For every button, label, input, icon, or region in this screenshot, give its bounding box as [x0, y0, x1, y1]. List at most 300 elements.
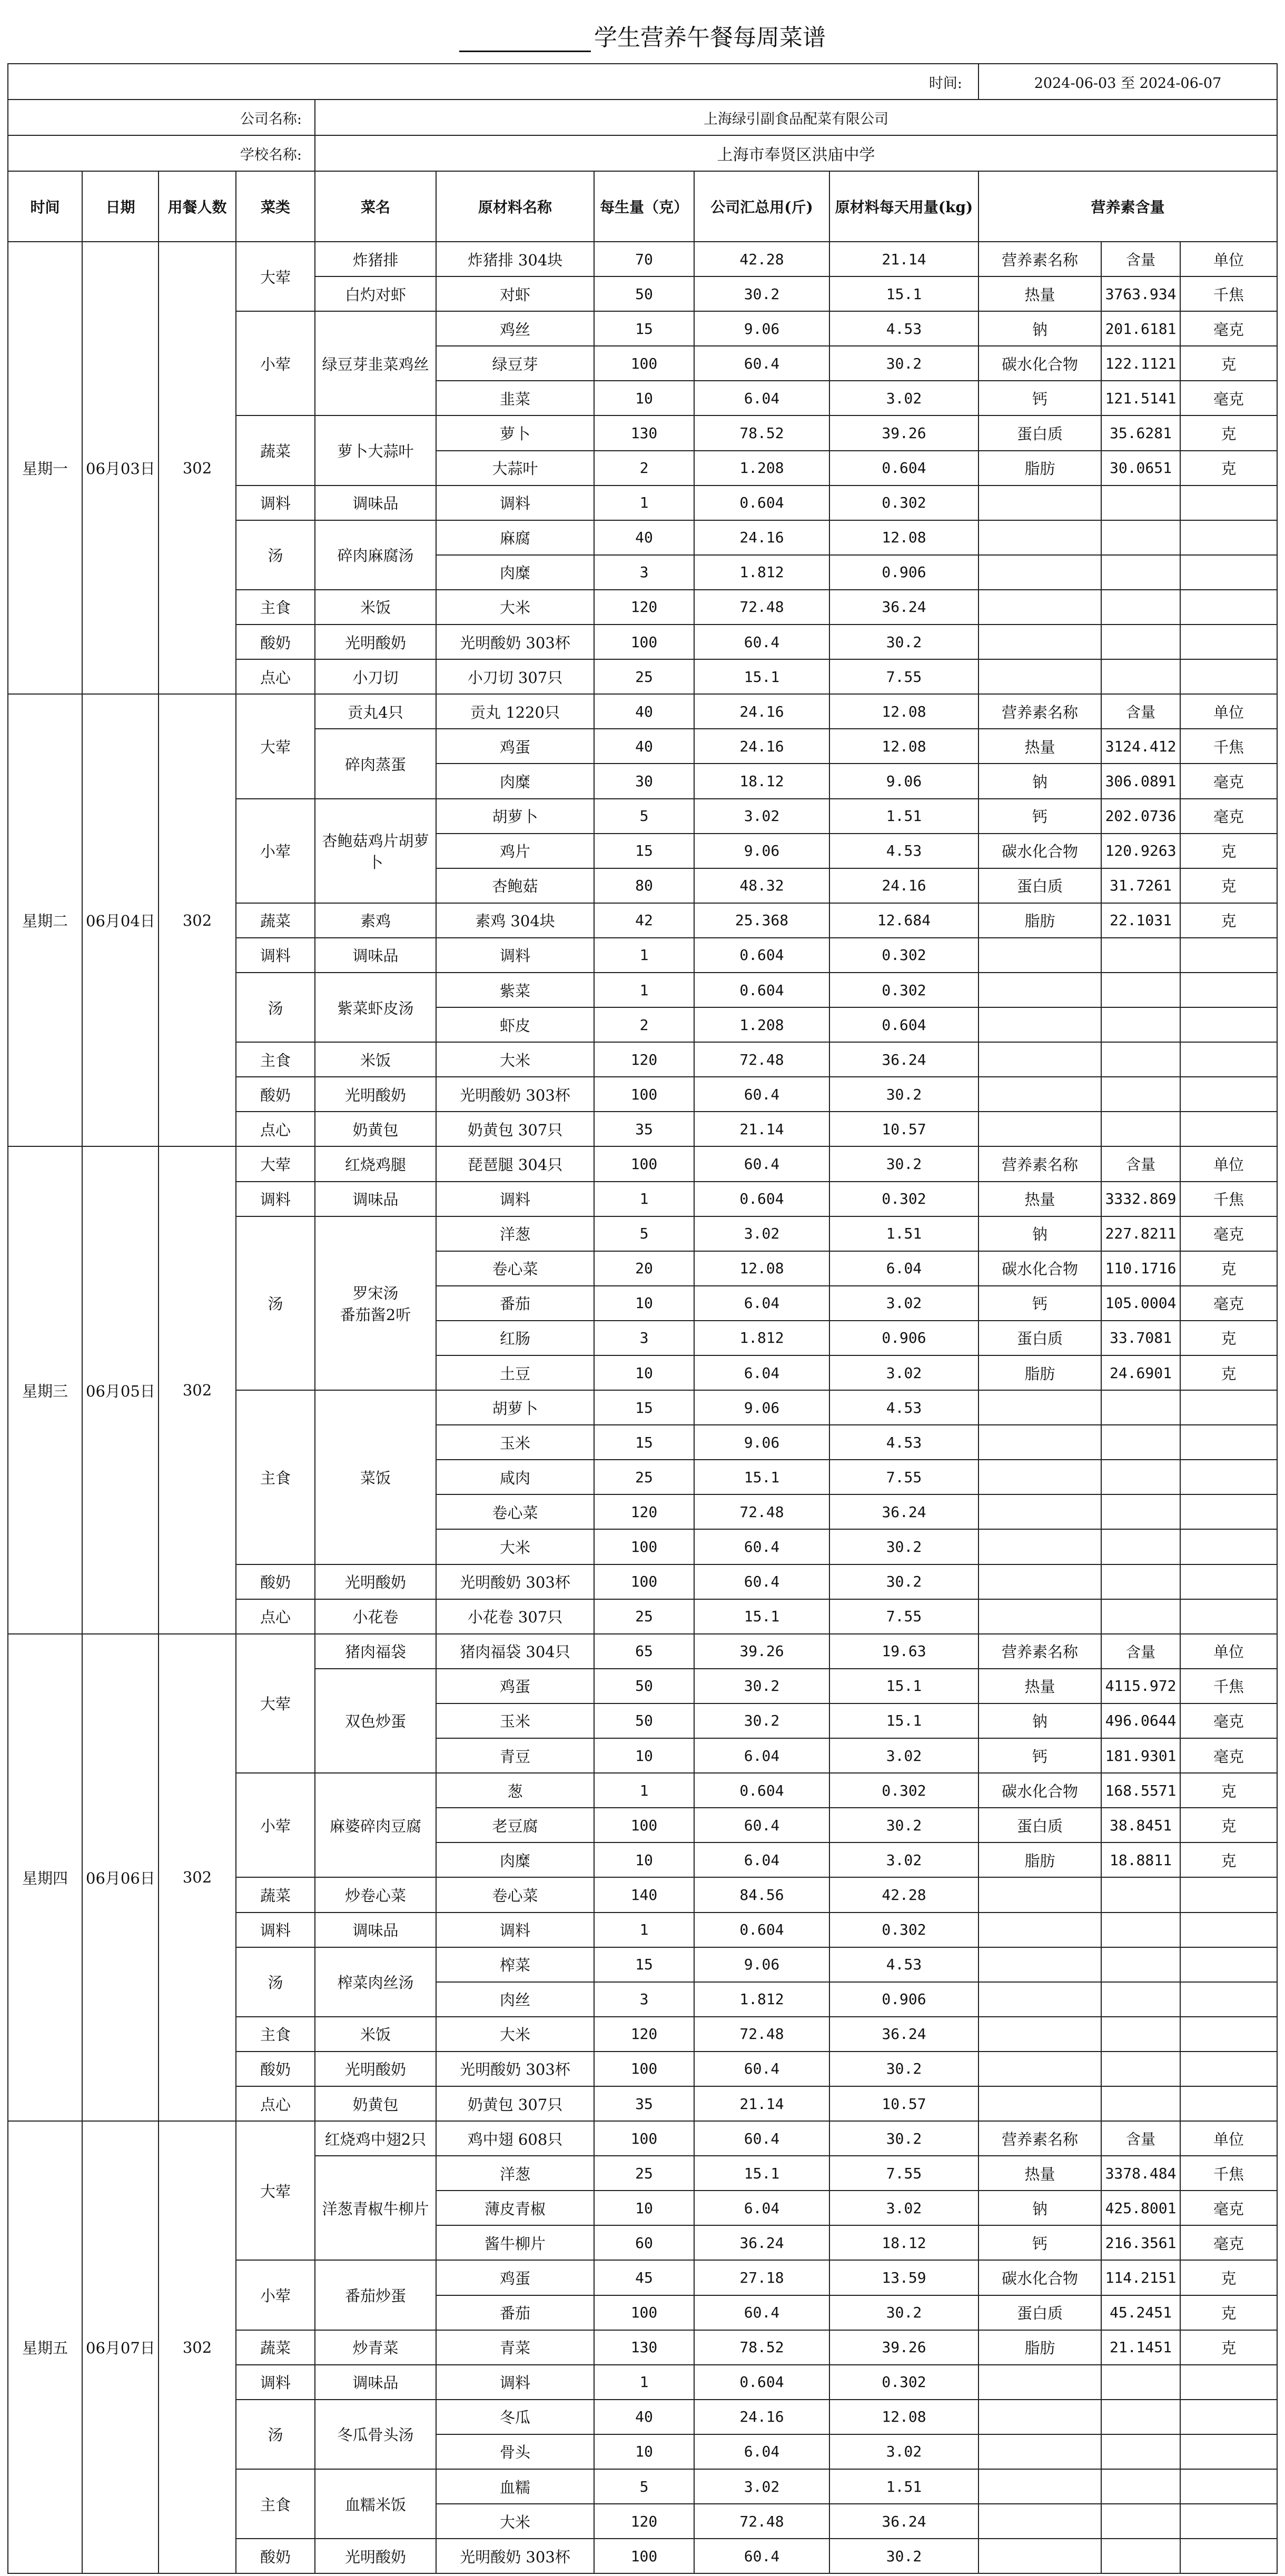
- diners-cell: 302: [159, 1146, 236, 1633]
- per-student-cell: 120: [594, 2017, 694, 2052]
- material-cell: 鸡蛋: [436, 1669, 594, 1703]
- company-total-cell: 60.4: [694, 2121, 829, 2156]
- dish-cell: 碎肉蒸蛋: [315, 729, 436, 798]
- daily-kg-cell: 36.24: [829, 1042, 978, 1077]
- nutrient-value-cell: 425.8001: [1101, 2191, 1180, 2225]
- dish-cell: 调味品: [315, 486, 436, 520]
- dish-cell: 贡丸4只: [315, 694, 436, 729]
- daily-kg-cell: 0.604: [829, 1007, 978, 1042]
- dish-cell: 猪肉福袋: [315, 1634, 436, 1669]
- material-cell: 大蒜叶: [436, 451, 594, 486]
- empty-cell: [1101, 1877, 1180, 1912]
- category-cell: 酸奶: [236, 625, 315, 659]
- category-cell: 调料: [236, 2365, 315, 2400]
- company-total-cell: 24.16: [694, 694, 829, 729]
- company-total-cell: 0.604: [694, 973, 829, 1007]
- daily-kg-cell: 30.2: [829, 346, 978, 381]
- per-student-cell: 10: [594, 1286, 694, 1321]
- nutrient-unit-cell: 克: [1180, 346, 1277, 381]
- dish-cell: 光明酸奶: [315, 625, 436, 659]
- nutrient-value-cell: 33.7081: [1101, 1321, 1180, 1355]
- material-cell: 贡丸 1220只: [436, 694, 594, 729]
- material-cell: 小花卷 307只: [436, 1599, 594, 1634]
- empty-cell: [1180, 1494, 1277, 1529]
- nutrient-unit-cell: 单位: [1180, 1146, 1277, 1181]
- company-total-cell: 60.4: [694, 1077, 829, 1112]
- empty-cell: [978, 2052, 1101, 2086]
- header-company-total: 公司汇总用(斤): [694, 171, 829, 242]
- daily-kg-cell: 15.1: [829, 1669, 978, 1703]
- per-student-cell: 3: [594, 1982, 694, 2017]
- category-cell: 主食: [236, 1042, 315, 1077]
- company-total-cell: 27.18: [694, 2260, 829, 2295]
- empty-cell: [1180, 1982, 1277, 2017]
- dish-cell: 红烧鸡腿: [315, 1146, 436, 1181]
- empty-cell: [1101, 520, 1180, 555]
- nutrient-name-cell: 热量: [978, 276, 1101, 311]
- category-cell: 蔬菜: [236, 903, 315, 938]
- header-category: 菜类: [236, 171, 315, 242]
- nutrient-value-cell: 含量: [1101, 242, 1180, 276]
- dish-cell: 碎肉麻腐汤: [315, 520, 436, 590]
- empty-cell: [978, 590, 1101, 625]
- header-daily-kg: 原材料每天用量(kg): [829, 171, 978, 242]
- per-student-cell: 100: [594, 2052, 694, 2086]
- nutrient-value-cell: 120.9263: [1101, 834, 1180, 868]
- dish-cell: 血糯米饭: [315, 2469, 436, 2539]
- nutrient-unit-cell: 毫克: [1180, 764, 1277, 798]
- daily-kg-cell: 4.53: [829, 311, 978, 346]
- category-cell: 汤: [236, 520, 315, 590]
- per-student-cell: 50: [594, 1669, 694, 1703]
- company-total-cell: 9.06: [694, 1425, 829, 1460]
- per-student-cell: 40: [594, 729, 694, 764]
- nutrient-value-cell: 31.7261: [1101, 868, 1180, 903]
- per-student-cell: 25: [594, 1460, 694, 1494]
- nutrient-value-cell: 3332.869: [1101, 1182, 1180, 1216]
- nutrient-unit-cell: 克: [1180, 1773, 1277, 1808]
- per-student-cell: 40: [594, 520, 694, 555]
- nutrient-unit-cell: 千焦: [1180, 276, 1277, 311]
- per-student-cell: 15: [594, 1947, 694, 1982]
- daily-kg-cell: 0.604: [829, 451, 978, 486]
- empty-cell: [1180, 2434, 1277, 2469]
- dish-cell: 麻婆碎肉豆腐: [315, 1773, 436, 1877]
- category-cell: 点心: [236, 659, 315, 694]
- daily-kg-cell: 30.2: [829, 1564, 978, 1599]
- material-cell: 光明酸奶 303杯: [436, 1564, 594, 1599]
- empty-cell: [1180, 555, 1277, 590]
- nutrient-name-cell: 蛋白质: [978, 415, 1101, 450]
- daily-kg-cell: 42.28: [829, 1877, 978, 1912]
- material-cell: 奶黄包 307只: [436, 1112, 594, 1146]
- daily-kg-cell: 3.02: [829, 1355, 978, 1390]
- nutrient-value-cell: 3763.934: [1101, 276, 1180, 311]
- daily-kg-cell: 3.02: [829, 2191, 978, 2225]
- nutrient-name-cell: 脂肪: [978, 451, 1101, 486]
- daily-kg-cell: 36.24: [829, 590, 978, 625]
- company-total-cell: 12.08: [694, 1251, 829, 1286]
- daily-kg-cell: 4.53: [829, 1947, 978, 1982]
- dish-cell: 光明酸奶: [315, 2539, 436, 2573]
- dish-cell: 炒卷心菜: [315, 1877, 436, 1912]
- empty-cell: [1180, 1390, 1277, 1425]
- empty-cell: [1180, 1460, 1277, 1494]
- company-total-cell: 1.812: [694, 555, 829, 590]
- nutrient-value-cell: 3378.484: [1101, 2156, 1180, 2191]
- empty-cell: [978, 2539, 1101, 2573]
- daily-kg-cell: 30.2: [829, 1077, 978, 1112]
- company-total-cell: 25.368: [694, 903, 829, 938]
- per-student-cell: 35: [594, 1112, 694, 1146]
- company-total-cell: 6.04: [694, 1355, 829, 1390]
- category-cell: 汤: [236, 1216, 315, 1390]
- nutrient-value-cell: 110.1716: [1101, 1251, 1180, 1286]
- empty-cell: [1180, 2365, 1277, 2400]
- dish-cell: 米饭: [315, 590, 436, 625]
- dish-cell: 奶黄包: [315, 2086, 436, 2121]
- daily-kg-cell: 24.16: [829, 868, 978, 903]
- nutrient-unit-cell: 单位: [1180, 242, 1277, 276]
- empty-cell: [978, 2017, 1101, 2052]
- category-cell: 主食: [236, 2469, 315, 2539]
- nutrient-unit-cell: 克: [1180, 451, 1277, 486]
- header-dish: 菜名: [315, 171, 436, 242]
- company-total-cell: 0.604: [694, 486, 829, 520]
- company-total-cell: 0.604: [694, 1182, 829, 1216]
- per-student-cell: 120: [594, 2504, 694, 2539]
- material-cell: 大米: [436, 2017, 594, 2052]
- per-student-cell: 2: [594, 1007, 694, 1042]
- weekday-cell: 星期二: [8, 694, 82, 1146]
- empty-cell: [1180, 1564, 1277, 1599]
- nutrient-value-cell: 含量: [1101, 1634, 1180, 1669]
- dish-cell: 炒青菜: [315, 2330, 436, 2365]
- material-cell: 麻腐: [436, 520, 594, 555]
- weekday-cell: 星期四: [8, 1634, 82, 2121]
- nutrient-unit-cell: 克: [1180, 903, 1277, 938]
- daily-kg-cell: 4.53: [829, 1425, 978, 1460]
- empty-cell: [1101, 2086, 1180, 2121]
- daily-kg-cell: 36.24: [829, 2504, 978, 2539]
- material-cell: 对虾: [436, 276, 594, 311]
- per-student-cell: 1: [594, 1182, 694, 1216]
- category-cell: 小荤: [236, 311, 315, 415]
- empty-cell: [1101, 2365, 1180, 2400]
- category-cell: 点心: [236, 2086, 315, 2121]
- daily-kg-cell: 0.302: [829, 1913, 978, 1947]
- category-cell: 酸奶: [236, 1077, 315, 1112]
- company-total-cell: 60.4: [694, 1808, 829, 1842]
- company-total-cell: 48.32: [694, 868, 829, 903]
- daily-kg-cell: 30.2: [829, 1529, 978, 1564]
- category-cell: 酸奶: [236, 2539, 315, 2573]
- company-total-cell: 30.2: [694, 276, 829, 311]
- per-student-cell: 25: [594, 2156, 694, 2191]
- dish-cell: 素鸡: [315, 903, 436, 938]
- nutrient-unit-cell: 毫克: [1180, 1286, 1277, 1321]
- daily-kg-cell: 0.302: [829, 1773, 978, 1808]
- per-student-cell: 100: [594, 625, 694, 659]
- category-cell: 酸奶: [236, 1564, 315, 1599]
- date-cell: 06月05日: [82, 1146, 159, 1633]
- daily-kg-cell: 30.2: [829, 2052, 978, 2086]
- nutrient-name-cell: 碳水化合物: [978, 1251, 1101, 1286]
- company-total-cell: 72.48: [694, 2504, 829, 2539]
- material-cell: 胡萝卜: [436, 799, 594, 834]
- daily-kg-cell: 0.302: [829, 938, 978, 973]
- nutrient-unit-cell: 千焦: [1180, 729, 1277, 764]
- empty-cell: [978, 1947, 1101, 1982]
- per-student-cell: 5: [594, 799, 694, 834]
- empty-cell: [1180, 520, 1277, 555]
- category-cell: 点心: [236, 1112, 315, 1146]
- material-cell: 绿豆芽: [436, 346, 594, 381]
- material-cell: 玉米: [436, 1703, 594, 1738]
- nutrient-unit-cell: 克: [1180, 1355, 1277, 1390]
- category-cell: 酸奶: [236, 2052, 315, 2086]
- nutrient-name-cell: 碳水化合物: [978, 346, 1101, 381]
- per-student-cell: 5: [594, 2469, 694, 2504]
- material-cell: 番茄: [436, 2295, 594, 2330]
- weekday-cell: 星期一: [8, 242, 82, 694]
- nutrient-unit-cell: 克: [1180, 868, 1277, 903]
- nutrient-name-cell: 钙: [978, 381, 1101, 415]
- daily-kg-cell: 7.55: [829, 659, 978, 694]
- empty-cell: [1180, 2086, 1277, 2121]
- daily-kg-cell: 21.14: [829, 242, 978, 276]
- empty-cell: [1180, 1529, 1277, 1564]
- empty-cell: [978, 1913, 1101, 1947]
- material-cell: 洋葱: [436, 1216, 594, 1251]
- per-student-cell: 3: [594, 1321, 694, 1355]
- table-row: [8, 242, 1277, 276]
- daily-kg-cell: 30.2: [829, 1146, 978, 1181]
- category-cell: 大荤: [236, 242, 315, 311]
- material-cell: 大米: [436, 2504, 594, 2539]
- nutrient-unit-cell: 毫克: [1180, 381, 1277, 415]
- per-student-cell: 3: [594, 555, 694, 590]
- nutrient-unit-cell: 克: [1180, 2260, 1277, 2295]
- company-total-cell: 9.06: [694, 1947, 829, 1982]
- header-row: [8, 171, 1277, 242]
- empty-cell: [1101, 1007, 1180, 1042]
- empty-cell: [1101, 1460, 1180, 1494]
- nutrient-unit-cell: 克: [1180, 415, 1277, 450]
- page-title: 学生营养午餐每周菜谱: [8, 7, 1277, 64]
- empty-cell: [978, 2469, 1101, 2504]
- material-cell: 调料: [436, 1913, 594, 1947]
- company-total-cell: 15.1: [694, 659, 829, 694]
- nutrient-unit-cell: 单位: [1180, 1634, 1277, 1669]
- dish-cell: 绿豆芽韭菜鸡丝: [315, 311, 436, 415]
- material-cell: 胡萝卜: [436, 1390, 594, 1425]
- date-cell: 06月04日: [82, 694, 159, 1146]
- material-cell: 肉糜: [436, 555, 594, 590]
- material-cell: 榨菜: [436, 1947, 594, 1982]
- table-row: [8, 1634, 1277, 1669]
- company-total-cell: 72.48: [694, 590, 829, 625]
- empty-cell: [978, 1007, 1101, 1042]
- header-diners: 用餐人数: [159, 171, 236, 242]
- material-cell: 洋葱: [436, 2156, 594, 2191]
- empty-cell: [1101, 973, 1180, 1007]
- nutrient-value-cell: 18.8811: [1101, 1842, 1180, 1877]
- nutrient-value-cell: 38.8451: [1101, 1808, 1180, 1842]
- empty-cell: [978, 938, 1101, 973]
- nutrient-unit-cell: 毫克: [1180, 799, 1277, 834]
- material-cell: 葱: [436, 1773, 594, 1808]
- empty-cell: [1180, 590, 1277, 625]
- empty-cell: [978, 520, 1101, 555]
- daily-kg-cell: 6.04: [829, 1251, 978, 1286]
- empty-cell: [1101, 2052, 1180, 2086]
- material-cell: 红肠: [436, 1321, 594, 1355]
- company-total-cell: 72.48: [694, 1042, 829, 1077]
- empty-cell: [978, 1564, 1101, 1599]
- daily-kg-cell: 10.57: [829, 2086, 978, 2121]
- nutrient-name-cell: 钙: [978, 2225, 1101, 2260]
- daily-kg-cell: 15.1: [829, 1703, 978, 1738]
- nutrient-name-cell: 碳水化合物: [978, 1773, 1101, 1808]
- empty-cell: [1101, 2017, 1180, 2052]
- daily-kg-cell: 39.26: [829, 2330, 978, 2365]
- dish-cell: 炸猪排: [315, 242, 436, 276]
- nutrient-unit-cell: 克: [1180, 1808, 1277, 1842]
- material-cell: 素鸡 304块: [436, 903, 594, 938]
- per-student-cell: 15: [594, 1390, 694, 1425]
- daily-kg-cell: 1.51: [829, 1216, 978, 1251]
- material-cell: 冬瓜: [436, 2400, 594, 2434]
- nutrient-value-cell: 105.0004: [1101, 1286, 1180, 1321]
- date-cell: 06月07日: [82, 2121, 159, 2573]
- material-cell: 杏鲍菇: [436, 868, 594, 903]
- per-student-cell: 70: [594, 242, 694, 276]
- daily-kg-cell: 12.08: [829, 2400, 978, 2434]
- nutrient-unit-cell: 毫克: [1180, 1738, 1277, 1773]
- per-student-cell: 20: [594, 1251, 694, 1286]
- company-total-cell: 30.2: [694, 1669, 829, 1703]
- nutrient-name-cell: 脂肪: [978, 2330, 1101, 2365]
- material-cell: 卷心菜: [436, 1494, 594, 1529]
- material-cell: 鸡中翅 608只: [436, 2121, 594, 2156]
- company-total-cell: 0.604: [694, 1773, 829, 1808]
- company-total-cell: 3.02: [694, 1216, 829, 1251]
- empty-cell: [1180, 1913, 1277, 1947]
- company-total-cell: 6.04: [694, 1738, 829, 1773]
- per-student-cell: 35: [594, 2086, 694, 2121]
- nutrient-name-cell: 脂肪: [978, 1842, 1101, 1877]
- dish-cell: 洋葱青椒牛柳片: [315, 2156, 436, 2260]
- dish-cell: 光明酸奶: [315, 1077, 436, 1112]
- nutrient-unit-cell: 毫克: [1180, 1216, 1277, 1251]
- empty-cell: [1101, 2504, 1180, 2539]
- company-total-cell: 24.16: [694, 729, 829, 764]
- nutrient-name-cell: 蛋白质: [978, 2295, 1101, 2330]
- empty-cell: [978, 1460, 1101, 1494]
- empty-cell: [1180, 1112, 1277, 1146]
- daily-kg-cell: 12.684: [829, 903, 978, 938]
- daily-kg-cell: 30.2: [829, 2121, 978, 2156]
- per-student-cell: 120: [594, 590, 694, 625]
- nutrient-unit-cell: 克: [1180, 1321, 1277, 1355]
- daily-kg-cell: 4.53: [829, 834, 978, 868]
- per-student-cell: 10: [594, 2434, 694, 2469]
- per-student-cell: 2: [594, 451, 694, 486]
- per-student-cell: 40: [594, 694, 694, 729]
- empty-cell: [978, 973, 1101, 1007]
- daily-kg-cell: 36.24: [829, 2017, 978, 2052]
- per-student-cell: 40: [594, 2400, 694, 2434]
- daily-kg-cell: 0.906: [829, 555, 978, 590]
- daily-kg-cell: 13.59: [829, 2260, 978, 2295]
- empty-cell: [1180, 2017, 1277, 2052]
- empty-cell: [1101, 1947, 1180, 1982]
- per-student-cell: 25: [594, 659, 694, 694]
- company-total-cell: 1.812: [694, 1982, 829, 2017]
- per-student-cell: 100: [594, 1529, 694, 1564]
- per-student-cell: 1: [594, 486, 694, 520]
- empty-cell: [978, 2365, 1101, 2400]
- company-total-cell: 15.1: [694, 1460, 829, 1494]
- date-cell: 06月06日: [82, 1634, 159, 2121]
- daily-kg-cell: 19.63: [829, 1634, 978, 1669]
- per-student-cell: 10: [594, 1842, 694, 1877]
- daily-kg-cell: 0.302: [829, 2365, 978, 2400]
- category-cell: 调料: [236, 938, 315, 973]
- diners-cell: 302: [159, 242, 236, 694]
- company-total-cell: 9.06: [694, 311, 829, 346]
- material-cell: 小刀切 307只: [436, 659, 594, 694]
- material-cell: 血糯: [436, 2469, 594, 2504]
- dish-cell: 调味品: [315, 1182, 436, 1216]
- material-cell: 虾皮: [436, 1007, 594, 1042]
- daily-kg-cell: 3.02: [829, 1738, 978, 1773]
- material-cell: 大米: [436, 1042, 594, 1077]
- company-total-cell: 24.16: [694, 520, 829, 555]
- nutrient-unit-cell: 毫克: [1180, 311, 1277, 346]
- empty-cell: [1180, 625, 1277, 659]
- weekday-cell: 星期三: [8, 1146, 82, 1633]
- daily-kg-cell: 7.55: [829, 1599, 978, 1634]
- empty-cell: [1101, 2539, 1180, 2573]
- nutrient-name-cell: 钠: [978, 1216, 1101, 1251]
- nutrient-name-cell: 钙: [978, 799, 1101, 834]
- nutrient-name-cell: 碳水化合物: [978, 834, 1101, 868]
- nutrient-name-cell: 脂肪: [978, 903, 1101, 938]
- company-total-cell: 0.604: [694, 938, 829, 973]
- dish-cell: 双色炒蛋: [315, 1669, 436, 1773]
- nutrient-unit-cell: 克: [1180, 1251, 1277, 1286]
- company-total-cell: 72.48: [694, 1494, 829, 1529]
- material-cell: 青菜: [436, 2330, 594, 2365]
- material-cell: 青豆: [436, 1738, 594, 1773]
- empty-cell: [1180, 1877, 1277, 1912]
- dish-cell: 杏鲍菇鸡片胡萝卜: [315, 799, 436, 903]
- per-student-cell: 120: [594, 1042, 694, 1077]
- nutrient-name-cell: 钠: [978, 2191, 1101, 2225]
- empty-cell: [978, 2504, 1101, 2539]
- company-total-cell: 18.12: [694, 764, 829, 798]
- empty-cell: [978, 659, 1101, 694]
- nutrient-value-cell: 122.1121: [1101, 346, 1180, 381]
- dish-cell: 小花卷: [315, 1599, 436, 1634]
- per-student-cell: 10: [594, 381, 694, 415]
- nutrient-value-cell: 含量: [1101, 1146, 1180, 1181]
- daily-kg-cell: 3.02: [829, 1842, 978, 1877]
- dish-cell: 白灼对虾: [315, 276, 436, 311]
- empty-cell: [1180, 1599, 1277, 1634]
